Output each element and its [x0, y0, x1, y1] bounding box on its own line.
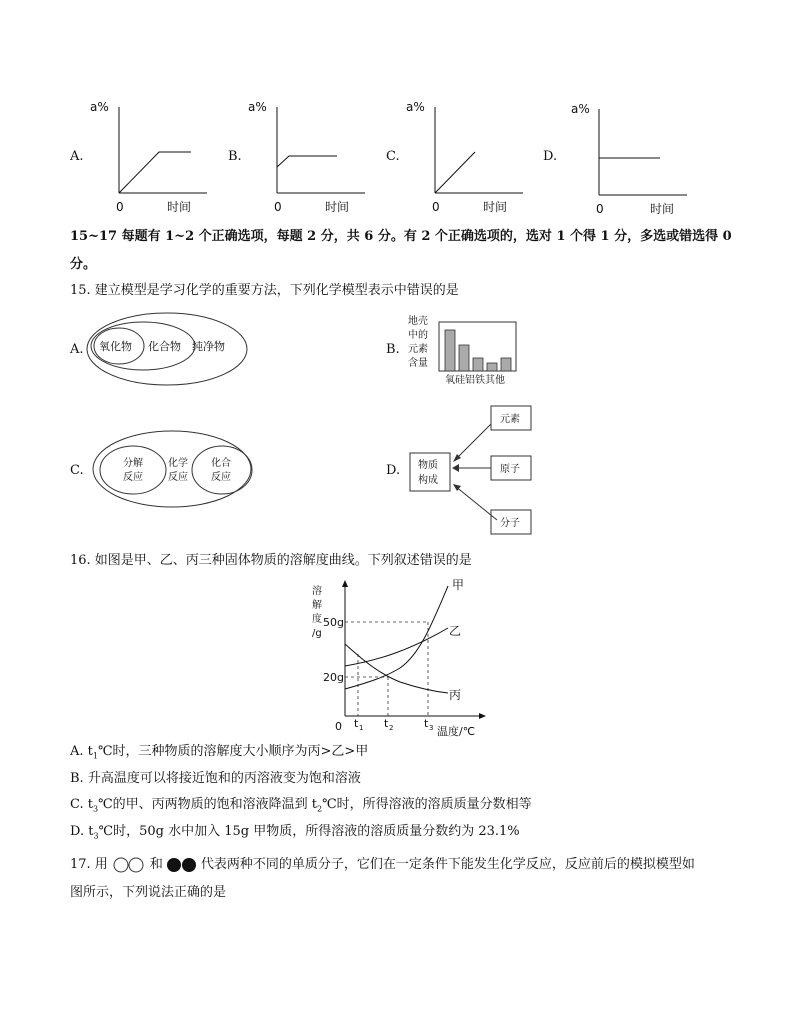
- q17-stem-line1: 17. 用 和 代表两种不同的单质分子，它们在一定条件下能发生化学反应，反应前后的模拟模型如: [70, 857, 695, 872]
- graph-d-ylabel: a%: [571, 102, 590, 116]
- q16-solubility-chart: [300, 574, 500, 740]
- series-label-yi: 乙: [449, 624, 462, 638]
- ellipse-chemical-reaction: [93, 431, 251, 507]
- section-instructions-line1: 15~17 每题有 1~2 个正确选项，每题 2 分，共 6 分。有 2 个正确选项的，选对 1 个得 1 分，多选或错选得 0: [70, 229, 732, 244]
- arrow-molecule: [455, 486, 497, 520]
- d-center-1: 物质: [418, 460, 438, 471]
- black-molecule-icon: [165, 857, 199, 873]
- graph-a: [85, 95, 215, 220]
- option-letter-a: A.: [70, 149, 84, 164]
- chart-ylabel-4: /g: [312, 628, 322, 639]
- graph-a-ylabel: a%: [90, 100, 109, 114]
- q17-stem-line2: 图所示，下列说法正确的是: [70, 885, 227, 900]
- chart-y-arrow: [342, 580, 348, 587]
- graph-c-curve: [435, 152, 475, 193]
- d-bottom: 分子: [500, 518, 520, 529]
- q16-option-c: C. $t_3℃$的甲、丙两物质的饱和溶液降温到 $t_2℃$时，所得溶液的溶质质量分数相等: [70, 797, 532, 814]
- label-inner: 氧化物: [99, 340, 132, 353]
- option-letter-d: D.: [543, 149, 558, 164]
- q15-option-letter-a: A.: [70, 342, 84, 357]
- c-mid-1: 化学: [168, 458, 188, 469]
- tick-origin: 0: [335, 720, 342, 733]
- bar-other: [501, 358, 511, 371]
- tick-t3: t: [424, 717, 429, 730]
- graph-b-curve: [277, 156, 337, 167]
- c-right-2: 反应: [211, 472, 231, 483]
- series-label-bing: 丙: [449, 688, 462, 702]
- tick-t1-sub: 1: [359, 724, 364, 732]
- graph-d-origin: 0: [596, 202, 604, 216]
- q15-stem: 15. 建立模型是学习化学的重要方法，下列化学模型表示中错误的是: [70, 283, 459, 298]
- ellipse-decomposition: [100, 446, 166, 494]
- option-letter-b: B.: [228, 149, 242, 164]
- c-left-2: 反应: [123, 472, 143, 483]
- graph-d-xlabel: 时间: [650, 202, 675, 216]
- chart-ylabel-2: 解: [312, 600, 322, 611]
- graph-b-origin: 0: [274, 200, 282, 214]
- graph-a-curve: [119, 152, 191, 193]
- q15-c-reaction-diagram: [90, 428, 260, 510]
- tick-20g: 20g: [323, 671, 344, 684]
- q16-stem: 16. 如图是甲、乙、丙三种固体物质的溶解度曲线。下列叙述错误的是: [70, 553, 472, 568]
- q16-option-d: D. $t_3℃$时，50g 水中加入 15g 甲物质，所得溶液的溶质质量分数约为 23.1%: [70, 824, 520, 841]
- graph-a-xlabel: 时间: [167, 200, 192, 214]
- graph-b-ylabel: a%: [248, 100, 267, 114]
- tick-50g: 50g: [323, 616, 344, 629]
- b-ylabel-2: 中的: [408, 330, 428, 341]
- b-xlabel: 氧硅铝铁其他: [445, 375, 505, 386]
- graph-c-xlabel: 时间: [483, 200, 508, 214]
- graph-c-origin: 0: [432, 200, 440, 214]
- chart-xlabel: 温度/℃: [437, 725, 476, 738]
- bar-oxygen: [445, 330, 455, 371]
- graph-c: [401, 95, 531, 220]
- arrowhead-atom: [452, 464, 459, 472]
- label-middle: 化合物: [148, 340, 181, 353]
- tick-t1: t: [354, 717, 359, 730]
- series-label-jia: 甲: [452, 578, 465, 592]
- tick-t2: t: [384, 717, 389, 730]
- chart-ylabel-1: 溶: [312, 586, 322, 597]
- ellipse-combination: [192, 446, 252, 494]
- c-mid-2: 反应: [168, 472, 188, 483]
- graph-d: [566, 95, 696, 220]
- bar-aluminum: [473, 358, 483, 371]
- graph-b: [243, 95, 373, 220]
- c-left-1: 分解: [123, 458, 143, 469]
- bar-silicon: [459, 345, 469, 371]
- d-center-2: 构成: [418, 475, 438, 486]
- graph-c-ylabel: a%: [406, 100, 425, 114]
- white-molecule-icon: [112, 857, 146, 873]
- d-mid: 原子: [500, 464, 520, 475]
- arrow-element: [455, 424, 491, 460]
- chart-ylabel-3: 度: [312, 614, 322, 625]
- section-instructions-line2: 分。: [70, 257, 97, 272]
- d-top: 元素: [500, 414, 520, 425]
- q15-option-letter-b: B.: [386, 342, 400, 357]
- q16-option-a: A. $t_1℃$时，三种物质的溶解度大小顺序为丙>乙>甲: [70, 744, 369, 761]
- chart-x-arrow: [479, 713, 486, 719]
- q15-b-bar-chart: [405, 312, 530, 390]
- c-right-1: 化合: [211, 458, 231, 469]
- curve-jia: [345, 586, 448, 689]
- b-ylabel-1: 地壳: [408, 316, 428, 327]
- tick-t3-sub: 3: [429, 724, 434, 732]
- b-ylabel-3: 元素: [408, 344, 428, 355]
- q15-option-letter-d: D.: [386, 463, 401, 478]
- q16-option-b: B. 升高温度可以将接近饱和的丙溶液变为饱和溶液: [70, 771, 361, 786]
- label-outer: 纯净物: [192, 340, 225, 353]
- curve-yi: [345, 628, 448, 666]
- q15-d-concept-diagram: [405, 400, 540, 540]
- curve-bing: [345, 644, 448, 693]
- b-ylabel-4: 含量: [408, 358, 428, 369]
- q15-option-letter-c: C.: [70, 463, 84, 478]
- tick-t2-sub: 2: [389, 724, 394, 732]
- graph-a-origin: 0: [116, 200, 124, 214]
- graph-b-xlabel: 时间: [325, 200, 350, 214]
- option-letter-c: C.: [386, 149, 400, 164]
- q15-a-nested-ellipses: [85, 310, 255, 388]
- bar-iron: [487, 363, 497, 371]
